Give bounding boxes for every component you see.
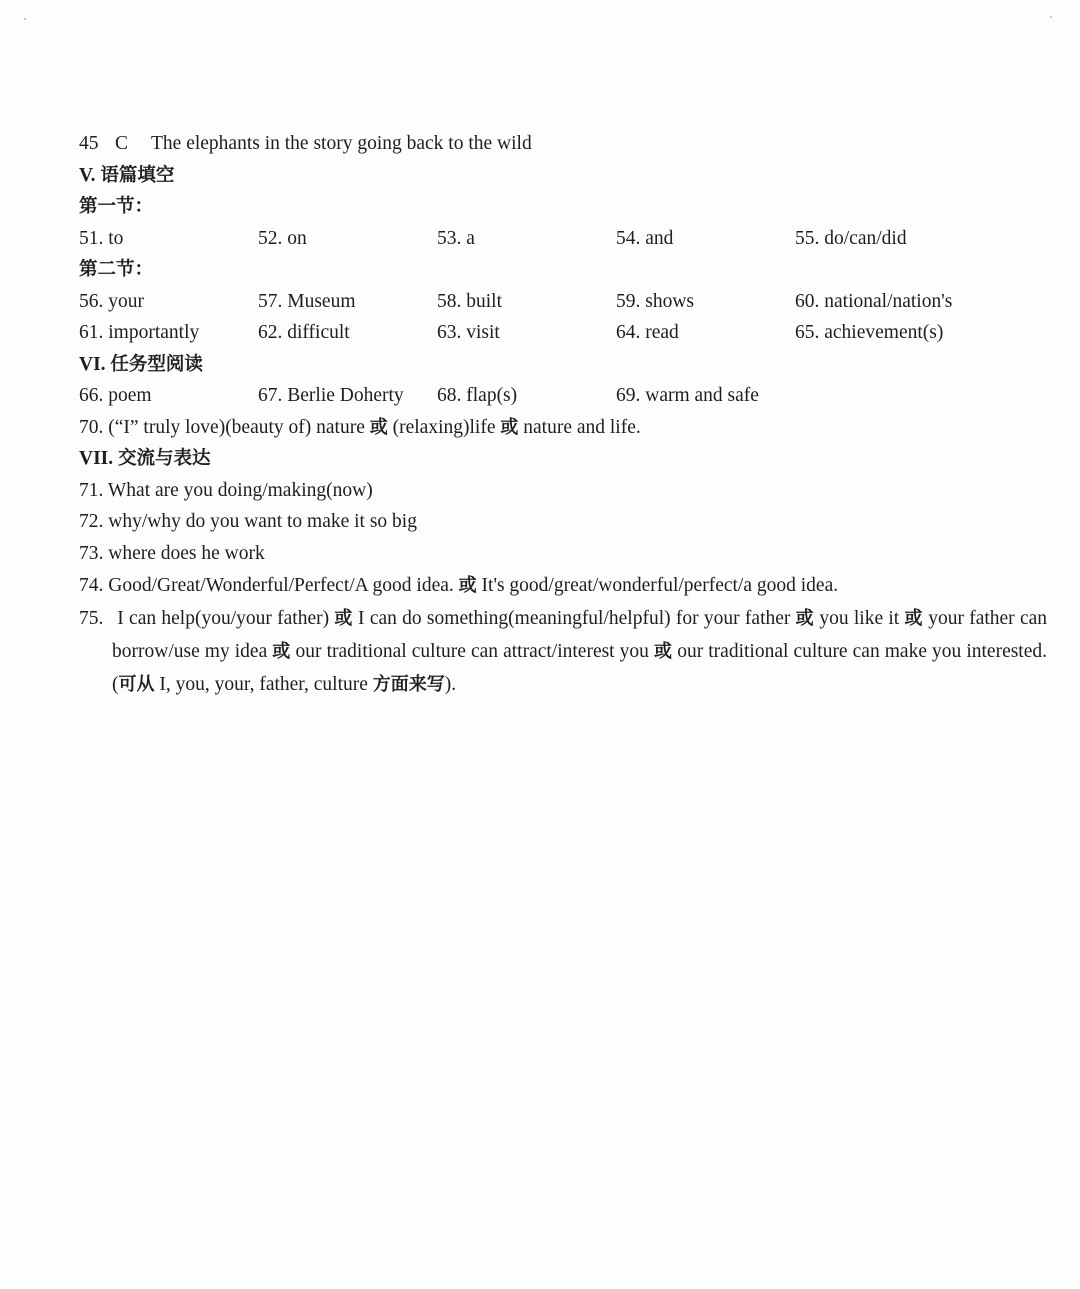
answer-68: 68. flap(s) (437, 385, 518, 406)
part-label: 第二节： (79, 259, 154, 280)
answers-51-55 (79, 223, 1019, 255)
section-numeral: V. (79, 164, 96, 186)
answer-75 (79, 602, 1047, 701)
section-vi-heading (79, 349, 1019, 381)
answer-60: 60. national/nation's (795, 290, 953, 312)
or-word: 或 (334, 608, 353, 629)
answer-51: 51. to (79, 227, 124, 249)
section-numeral: VII. (79, 448, 114, 469)
or-word: 或 (272, 641, 291, 662)
section-title: 任务型阅读 (110, 353, 203, 375)
answer-text: The elephants in the story going back to the wild (151, 133, 532, 154)
answer-text: I, you, your, father, culture (154, 674, 373, 695)
note-text: 可从 (118, 674, 155, 695)
answers-66-69 (79, 380, 1019, 412)
answer-65: 65. achievement(s) (795, 322, 944, 343)
answer-56: 56. your (79, 290, 144, 312)
or-word: 或 (653, 641, 673, 662)
scan-speck (1050, 16, 1052, 18)
part-1-label (79, 191, 1019, 223)
answers-61-65 (79, 317, 1019, 349)
answers-56-60 (79, 286, 1019, 318)
answer-text: you like it (814, 608, 905, 629)
part-label: 第一节： (79, 196, 154, 217)
scan-speck (24, 18, 26, 20)
answer-61: 61. importantly (79, 322, 200, 343)
answer-text: (relaxing)life (387, 416, 501, 438)
answer-54: 54. and (616, 227, 674, 249)
answer-text: ). (444, 674, 457, 695)
answer-key-page (79, 128, 1048, 701)
answer-67: 67. Berlie Doherty (258, 385, 404, 406)
answer-73: 73. where does he work (79, 542, 265, 564)
section-title: 交流与表达 (118, 448, 211, 469)
section-title: 语篇填空 (100, 164, 175, 186)
answer-text: I can help(you/your father) (112, 608, 335, 629)
answer-69: 69. warm and safe (616, 385, 759, 406)
answer-text: nature and life. (518, 416, 641, 438)
answer-52: 52. on (258, 227, 307, 249)
section-v-heading (79, 160, 1019, 192)
answer-text: 70. (“I” truly love)(beauty of) nature (79, 416, 370, 438)
answer-45 (79, 128, 1019, 160)
answer-66: 66. poem (79, 385, 152, 406)
or-word: 或 (458, 575, 477, 596)
section-vii-heading (79, 443, 1019, 475)
answer-text: your father can borrow/use my idea (112, 608, 1048, 662)
or-word: 或 (795, 608, 815, 629)
part-2-label (79, 254, 1019, 286)
answer-62: 62. difficult (258, 322, 350, 343)
answer-72: 72. why/why do you want to make it so big (79, 511, 417, 532)
question-number: 45 (79, 133, 99, 154)
answer-text: 74. Good/Great/Wonderful/Perfect/A good idea. (79, 575, 459, 596)
question-number: 75. (79, 608, 104, 629)
answer-text: our traditional culture can make you interested.( (112, 641, 1048, 695)
answer-53: 53. a (437, 227, 475, 249)
answer-text: our traditional culture can attract/interest you (290, 641, 654, 662)
or-word: 或 (904, 608, 923, 629)
section-numeral: VI. (79, 353, 106, 375)
answer-71: 71. What are you doing/making(now) (79, 479, 373, 501)
answer-63: 63. visit (437, 322, 500, 343)
answer-55: 55. do/can/did (795, 227, 907, 249)
answer-74 (79, 569, 1019, 602)
answer-58: 58. built (437, 290, 503, 312)
answer-70 (79, 412, 1019, 444)
note-text: 方面来写 (372, 674, 445, 695)
answer-text: It's good/great/wonderful/perfect/a good idea. (476, 575, 839, 596)
or-word: 或 (369, 416, 388, 438)
answer-57: 57. Museum (258, 290, 356, 312)
answer-text: I can do something(meaningful/helpful) for your father (352, 608, 796, 629)
or-word: 或 (500, 416, 519, 438)
answer-59: 59. shows (616, 290, 695, 312)
answer-64: 64. read (616, 322, 679, 343)
answer-choice: C (115, 133, 129, 154)
